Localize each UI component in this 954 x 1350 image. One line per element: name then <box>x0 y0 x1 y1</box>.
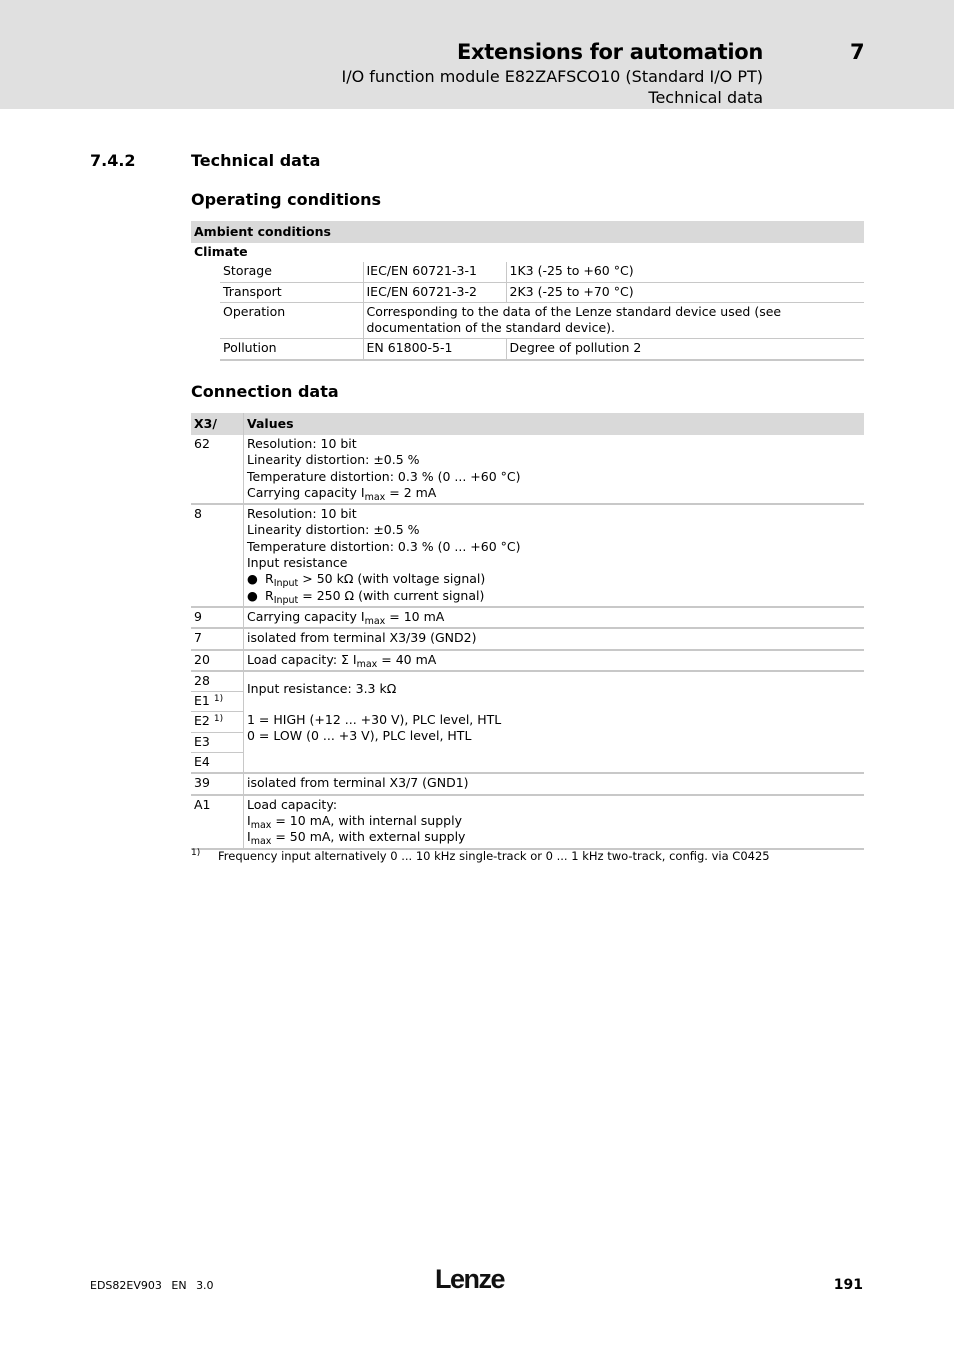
terminal-values: Load capacity: Σ $I_{max} = 40$ mA <box>244 650 865 671</box>
table-row <box>191 795 864 849</box>
footnote-text: Frequency input alternatively 0 ... 10 kHz single-track or 0 ... 1 kHz two-track, config. via C0425 <box>218 849 770 863</box>
terminal-label: E4 <box>191 753 244 774</box>
terminal-label: 39 <box>191 773 244 794</box>
terminal-values: isolated from terminal X3/39 (GND2) <box>244 628 865 649</box>
svg-text:Lenze: Lenze <box>435 1264 505 1294</box>
terminal-label: 9 <box>191 607 244 628</box>
condition-standard: IEC/EN 60721-3-2 <box>363 282 506 302</box>
condition-description: Corresponding to the data of the Lenze standard device used (see documentation of the standard device). <box>363 302 864 339</box>
digital-input-values: Input resistance: 3.3 kΩ 1 = HIGH (+12 ... +30 V), PLC level, HTL 0 = LOW (0 ... +3 V), PLC level, HTL <box>244 671 865 773</box>
chapter-title: Extensions for automation <box>457 40 763 64</box>
terminal-values: isolated from terminal X3/7 (GND1) <box>244 773 865 794</box>
condition-name: Transport <box>220 282 363 302</box>
doc-number: EDS82EV903 <box>90 1279 162 1292</box>
page-header <box>0 0 954 109</box>
table-row <box>191 504 864 607</box>
terminal-label: E3 <box>191 732 244 752</box>
terminal-values: Resolution: 10 bit Linearity distortion: ±0.5 % Temperature distortion: 0.3 % (0 ... +60 °C) Input resistance ● $R_{Input} > 50$ kΩ (with voltage signal) ● $R_{Input} = 250$ Ω (with current signal) <box>244 504 865 607</box>
lenze-logo-icon <box>434 1262 516 1296</box>
terminal-label: 28 <box>191 671 244 692</box>
condition-standard: EN 61800-5-1 <box>363 339 506 360</box>
footnote-mark: 1) <box>191 848 201 858</box>
section-number: 7.4.2 <box>90 151 136 170</box>
terminal-label: 62 <box>191 435 244 504</box>
section-title: Technical data <box>191 151 321 170</box>
bullet-item: ● $R_{Input} = 250$ Ω (with current signal) <box>247 587 485 606</box>
values-column-header: Values <box>244 413 865 435</box>
table-row <box>191 607 864 628</box>
table-group-row <box>191 243 864 262</box>
page-number: 191 <box>833 1277 863 1293</box>
condition-value: 1K3 (-25 to +60 °C) <box>506 262 864 282</box>
connection-data-heading: Connection data <box>191 382 339 401</box>
terminal-label: A1 <box>191 795 244 849</box>
terminal-values: Carrying capacity $I_{max} = 10$ mA <box>244 607 865 628</box>
doc-language: EN <box>171 1279 187 1292</box>
footnote-ref: 1) <box>213 694 224 705</box>
terminal-values: Resolution: 10 bit Linearity distortion: ±0.5 % Temperature distortion: 0.3 % (0 ... +60 °C) Carrying capacity $I_{max} = 2$ mA <box>244 435 865 504</box>
ambient-conditions-header: Ambient conditions <box>191 221 864 243</box>
table-row <box>191 671 864 692</box>
terminal-label: 20 <box>191 650 244 671</box>
table-row <box>191 435 864 504</box>
table-row <box>191 339 864 360</box>
chapter-number: 7 <box>850 40 865 64</box>
table-row <box>191 773 864 794</box>
header-subtitle-section: Technical data <box>648 88 763 107</box>
condition-value: Degree of pollution 2 <box>506 339 864 360</box>
condition-name: Operation <box>220 302 363 339</box>
connection-data-table <box>191 413 864 850</box>
condition-name: Pollution <box>220 339 363 360</box>
operating-conditions-table <box>191 221 864 361</box>
table-row <box>191 282 864 302</box>
document-id <box>90 1279 220 1292</box>
header-subtitle-module: I/O function module E82ZAFSCO10 (Standard I/O PT) <box>341 67 763 86</box>
terminal-label: E2 $^{1)}$ <box>191 712 244 732</box>
terminal-values: Load capacity: $I_{max} = 10$ mA, with internal supply $I_{max} = 50$ mA, with external supply <box>244 795 865 849</box>
terminal-label: 7 <box>191 628 244 649</box>
climate-group-label: Climate <box>194 244 248 259</box>
bullet-icon: ● <box>247 587 258 603</box>
terminal-label: 8 <box>191 504 244 607</box>
table-header-row <box>191 413 864 435</box>
condition-name: Storage <box>220 262 363 282</box>
table-row <box>191 628 864 649</box>
terminal-column-header: X3/ <box>191 413 244 435</box>
operating-conditions-heading: Operating conditions <box>191 190 381 209</box>
lenze-logo <box>434 1262 516 1300</box>
terminal-label: E1 $^{1)}$ <box>191 692 244 712</box>
doc-version: 3.0 <box>196 1279 214 1292</box>
bullet-item: ● $R_{Input} > 50$ kΩ (with voltage signal) <box>247 571 486 590</box>
table-header-row <box>191 221 864 243</box>
footnote-ref: 1) <box>213 714 224 725</box>
table-row <box>191 262 864 282</box>
table-row <box>191 650 864 671</box>
condition-standard: IEC/EN 60721-3-1 <box>363 262 506 282</box>
condition-value: 2K3 (-25 to +70 °C) <box>506 282 864 302</box>
bullet-icon: ● <box>247 571 258 587</box>
table-row <box>191 302 864 339</box>
